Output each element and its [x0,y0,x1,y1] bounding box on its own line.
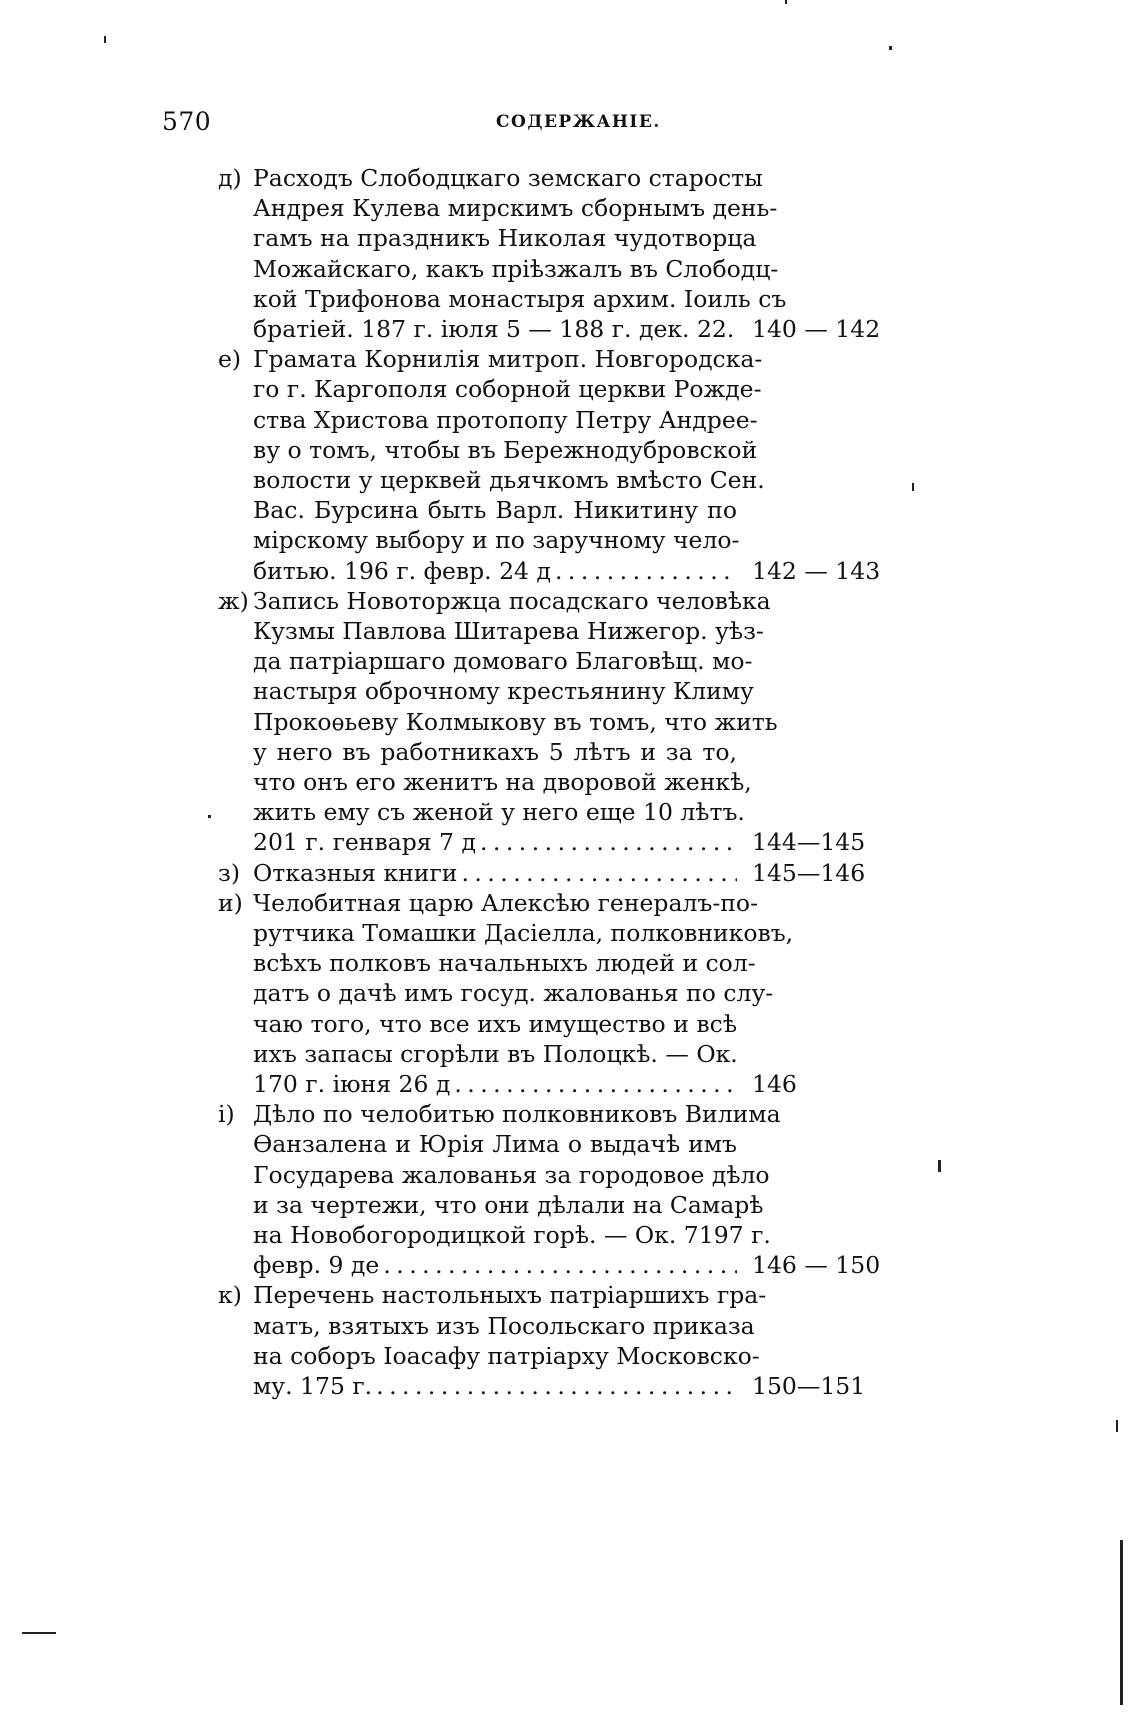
scan-speck [938,1160,941,1172]
scan-speck [104,36,106,43]
entry-text-line: кой Трифонова монастыря архим. Іоиль съ [253,284,787,313]
entry-text-line: Ѳанзалена и Юрія Лима о выдачѣ имъ [253,1130,737,1159]
entry-text-line: Дѣло по челобитью полковниковъ Вилима [253,1100,781,1129]
entry-last-line-text: Отказныя книги [253,858,458,887]
entry-text-line: ства Христова протопопу Петру Андрее- [253,405,758,434]
entry-label: ж) [218,586,249,615]
entry-text-line: Запись Новоторжца посадскаго человѣка [253,586,771,615]
entry-text-line: матъ, взятыхъ изъ Посольскаго приказа [253,1311,755,1340]
dot-leader [383,1250,737,1280]
entry-label: к) [218,1281,242,1310]
entry-text-line: и за чертежи, что они дѣлали на Самарѣ [253,1190,764,1219]
page-range: 150—151 [752,1372,866,1400]
dot-leader [480,827,737,857]
entry-text-line: волости у церквей дьячкомъ вмѣсто Сен. [253,466,765,494]
page-range: 146 — 150 [752,1251,881,1280]
entry-last-line-text: братіей. 187 г. іюля 5 — 188 г. дек. 22. [253,315,735,343]
entry-label: и) [218,888,243,917]
entry-text-line: всѣхъ полковъ начальныхъ людей и сол- [253,949,756,978]
entry-text-line: датъ о дачѣ имъ госуд. жалованья по слу- [253,979,774,1008]
entry-text-line: ихъ запасы сгорѣли въ Полоцкѣ. — Ок. [253,1039,738,1068]
entry-text-line: на соборъ Іоасафу патріарху Московско- [253,1341,760,1370]
entry-last-line [253,1371,737,1401]
entry-text-line: Расходъ Слободцкаго земскаго старосты [253,164,763,192]
entry-text-line: Кузмы Павлова Шитарева Нижегор. уѣз- [253,617,764,645]
entry-text-line: Андрея Кулева мирскимъ сборнымъ день- [253,194,778,223]
entry-text-line: Перечень настольныхъ патріаршихъ гра- [253,1281,767,1310]
dot-leader [555,556,737,586]
entry-text-line: Можайскаго, какъ пріѣзжалъ въ Слободц- [253,254,779,283]
entry-label: д) [218,164,242,192]
scan-speck [22,1632,56,1634]
dot-leader [454,1069,737,1099]
entry-last-line-text: февр. 9 де [253,1251,380,1280]
page-range: 146 [752,1070,797,1098]
entry-last-line-text: 170 г. іюня 26 д [253,1070,451,1098]
dot-leader [376,1371,737,1401]
entry-last-line [253,827,737,857]
entry-text-line: Грамата Корнилія митроп. Новгородска- [253,345,763,374]
scan-speck [1116,1420,1118,1432]
scan-speck [889,46,892,50]
entry-last-line [253,314,737,344]
entry-last-line [253,556,737,586]
scan-speck [1120,1540,1123,1705]
entry-text-line: у него въ работникахъ 5 лѣтъ и за то, [253,737,737,766]
page-number: 570 [162,107,212,136]
entry-last-line-text: 201 г. генваря 7 д [253,828,476,857]
scan-speck [785,0,787,4]
entry-label: е) [218,345,242,374]
entry-last-line [253,858,737,888]
entry-text-line: го г. Каргополя соборной церкви Рожде- [253,375,762,404]
entry-text-line: ву о томъ, чтобы въ Бережнодубровской [253,435,758,464]
entry-text-line: Прокоѳьеву Колмыкову въ томъ, что жить [253,707,778,736]
scan-speck [912,483,914,491]
scan-speck [208,815,211,818]
entry-text-line: Вас. Бурсина быть Варл. Никитину по [253,496,737,525]
entry-text-line: мірскому выбору и по заручному чело- [253,526,740,555]
page-range: 140 — 142 [752,315,881,343]
entry-text-line: Государева жалованья за городовое дѣло [253,1160,770,1189]
page-range: 144—145 [752,828,866,857]
entry-label: з) [218,858,240,887]
entry-text-line: да патріаршаго домоваго Благовѣщ. мо- [253,647,753,676]
entry-text-line: рутчика Томашки Дасіелла, полковниковъ, [253,919,794,947]
entry-text-line: жить ему съ женой у него еще 10 лѣтъ. [253,798,745,827]
entry-text-line: настыря оброчному крестьянину Климу [253,677,754,706]
entry-text-line: на Новобогородицкой горѣ. — Ок. 7197 г. [253,1221,771,1249]
dot-leader [461,858,737,888]
entry-last-line [253,1069,737,1099]
entry-text-line: Челобитная царю Алексѣю генералъ-по- [253,888,759,917]
page-range: 142 — 143 [752,556,881,585]
entry-last-line [253,1250,737,1280]
page-range: 145—146 [752,858,866,887]
entry-text-line: что онъ его женитъ на дворовой женкѣ, [253,768,752,796]
entry-text-line: чаю того, что все ихъ имущество и всѣ [253,1009,737,1038]
entry-last-line-text: му. 175 г. [253,1372,373,1400]
running-head: СОДЕРЖАНІЕ. [496,112,661,132]
entry-label: і) [218,1100,235,1129]
entry-text-line: гамъ на праздникъ Николая чудотворца [253,224,757,253]
entry-last-line-text: битью. 196 г. февр. 24 д [253,556,551,585]
